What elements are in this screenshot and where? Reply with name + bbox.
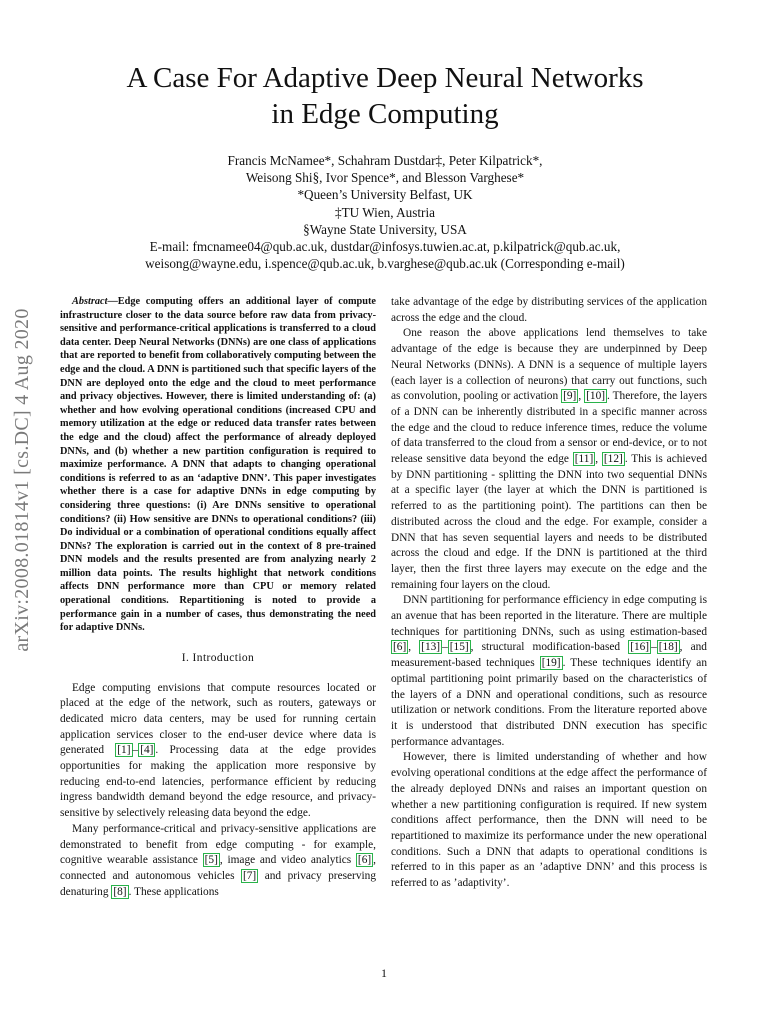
right-column <box>391 295 707 892</box>
right-paragraph-4: However, there is limited understanding of whether and how evolving operational conditions at the edge affect the performance of the already deployed DNNs and raises an important question on whether a new partitioning configuration is required. If new system conditions affect performance, then the DNN will need to be repartitioned to maximize its performance under the new operational conditions. Such a DNN that adapts to operational conditions is referred to in this paper as an ’adaptive DNN’ and this process is referred to as ’adaptivity’. <box>391 751 707 890</box>
intro-paragraph-1: Edge computing envisions that compute resources located or placed at the edge of the network, such as routers, gateways or dedicated micro data centers, may be used for running certain application services closer to the end-user device where data is generated [1] – [4] . Processing data at the edge provides opportunities for making the application more responsive by reducing end-to-end latencies, performance efficient by reducing ingress bandwidth demand beyond the edge resource, and privacy-sensitive by selectively releasing data beyond the edge. <box>60 681 376 820</box>
citation-link[interactable]: [6] <box>357 854 372 867</box>
citation-link[interactable]: [12] <box>603 453 623 466</box>
left-column <box>60 295 376 900</box>
author-block <box>100 152 670 272</box>
author-line-2: Weisong Shi§, Ivor Spence*, and Blesson Varghese* <box>245 170 525 186</box>
citation-link[interactable]: [4] <box>140 744 154 757</box>
title-line-2: in Edge Computing <box>271 98 499 130</box>
citation-link[interactable]: [10] <box>586 390 606 403</box>
citation-link[interactable]: [5] <box>204 854 218 867</box>
intro-paragraph-2: Many performance-critical and privacy-sensitive applications are demonstrated to benefit from edge computing - for example, cognitive wearable assistance [5] , image and video analytics [6] , connected and autonomous vehicles [7] and privacy preserving denaturing [8] . These applications <box>60 822 376 898</box>
email-line-1: E-mail: fmcnamee04@qub.ac.uk, dustdar@infosys.tuwien.ac.at, p.kilpatrick@qub.ac.uk, <box>149 239 621 255</box>
citation-link[interactable]: [13] <box>421 641 441 654</box>
citation-link[interactable]: [11] <box>574 453 594 466</box>
affiliation-1: *Queen’s University Belfast, UK <box>297 187 473 203</box>
citation-link[interactable]: [8] <box>113 885 127 898</box>
citation-link[interactable]: [19] <box>541 657 561 670</box>
citation-link[interactable]: [18] <box>658 641 678 654</box>
email-line-2: weisong@wayne.edu, i.spence@qub.ac.uk, b.varghese@qub.ac.uk (Corresponding e-mail) <box>145 256 625 272</box>
citation-link[interactable]: [16] <box>630 641 650 654</box>
citation-link[interactable]: [6] <box>393 641 407 654</box>
paper-title <box>60 60 710 132</box>
affiliation-3: §Wayne State University, USA <box>303 221 467 237</box>
abstract-label: Abstract <box>72 296 108 307</box>
title-line-1: A Case For Adaptive Deep Neural Networks <box>126 62 644 94</box>
section-heading-introduction: I. Introduction <box>181 651 255 664</box>
right-paragraph-2: One reason the above applications lend themselves to take advantage of the edge is because they are underpinned by Deep Neural Networks (DNNs). A DNN is a sequence of multiple layers (each layer is a collection of neurons) that carry out functions, such as convolution, pooling or activation [9] , [10] . Therefore, the layers of a DNN can be inherently distributed in a specific manner across the edge and the cloud to reduce inference times, reduce the volume of data transferred to the cloud from a sensor or end-device, or to not release sensitive data beyond the edge [11] , [12] . This is achieved by DNN partitioning - splitting the DNN into two sequential DNNs at a specific layer (the layer at which the DNN is partitioned is referred to as the partitioning point). The partitions can then be distributed across the cloud and the edge. For example, consider a DNN that has seven sequential layers and needs to be distributed across the cloud and edge. If the DNN is partitioned at the third layer, then the first three layers may execute on the edge and the remaining four layers on the cloud. <box>391 327 708 591</box>
right-paragraph-1: take advantage of the edge by distributing services of the application across the edge and the cloud. <box>391 296 707 324</box>
citation-link[interactable]: [7] <box>242 869 257 882</box>
citation-link[interactable]: [9] <box>563 390 577 403</box>
right-paragraph-3: DNN partitioning for performance efficiency in edge computing is an avenue that has been reported in the literature. There are multiple techniques for partitioning DNNs, such as using estimation-based [6] , [13] – [15] , structural modification-based [16] – [18] , and measurement-based techniques [19] . These techniques identify an optimal partitioning point primarily based on the characteristics of the layers of a DNN and operational conditions, such as resource utilization or network conditions. From the literature reported above it is understood that distributed DNN execution has specific performance advantages. <box>391 594 707 748</box>
arxiv-identifier: arXiv:2008.01814v1 [cs.DC] 4 Aug 2020 <box>11 308 33 652</box>
affiliation-2: ‡TU Wien, Austria <box>335 204 435 220</box>
abstract <box>60 295 376 635</box>
citation-link[interactable]: [15] <box>449 641 469 654</box>
author-line-1: Francis McNamee*, Schahram Dustdar‡, Peter Kilpatrick*, <box>227 153 543 168</box>
citation-link[interactable]: [1] <box>117 744 131 757</box>
page-number: 1 <box>381 966 387 980</box>
abstract-text: —Edge computing offers an additional layer of compute infrastructure closer to the data source before raw data from privacy-sensitive and performance-critical applications is transferred to a cloud data center. Deep Neural Networks (DNNs) are one class of applications that are reported to benefit from collaboratively computing between the edge and the cloud. A DNN is partitioned such that specific layers of the DNN are deployed onto the edge and the cloud to meet performance and privacy objectives. However, there is limited understanding of: (a) whether and how evolving operational conditions (increased CPU and memory utilization at the edge or reduced data transfer rates between the edge and the cloud) affect the performance of already deployed DNNs, and (b) whether a new partition configuration is required to maximize performance. A DNN that adapts to changing operational conditions is referred to as an ‘adaptive DNN’. This paper investigates whether there is a case for adaptive DNNs in edge computing by considering three questions: (i) Are DNNs sensitive to operational conditions? (ii) How sensitive are DNNs to operational conditions? (iii) Do individual or a combination of operational conditions equally affect DNNs? The exploration is carried out in the context of 8 pre-trained DNN models and the results presented are from analyzing nearly 2 million data points. The results highlight that network conditions affects DNN performance more than CPU or memory related operational conditions. Repartitioning is noted to provide a performance gain in a number of cases, thus demonstrating the need for adaptive DNNs. <box>60 296 376 634</box>
